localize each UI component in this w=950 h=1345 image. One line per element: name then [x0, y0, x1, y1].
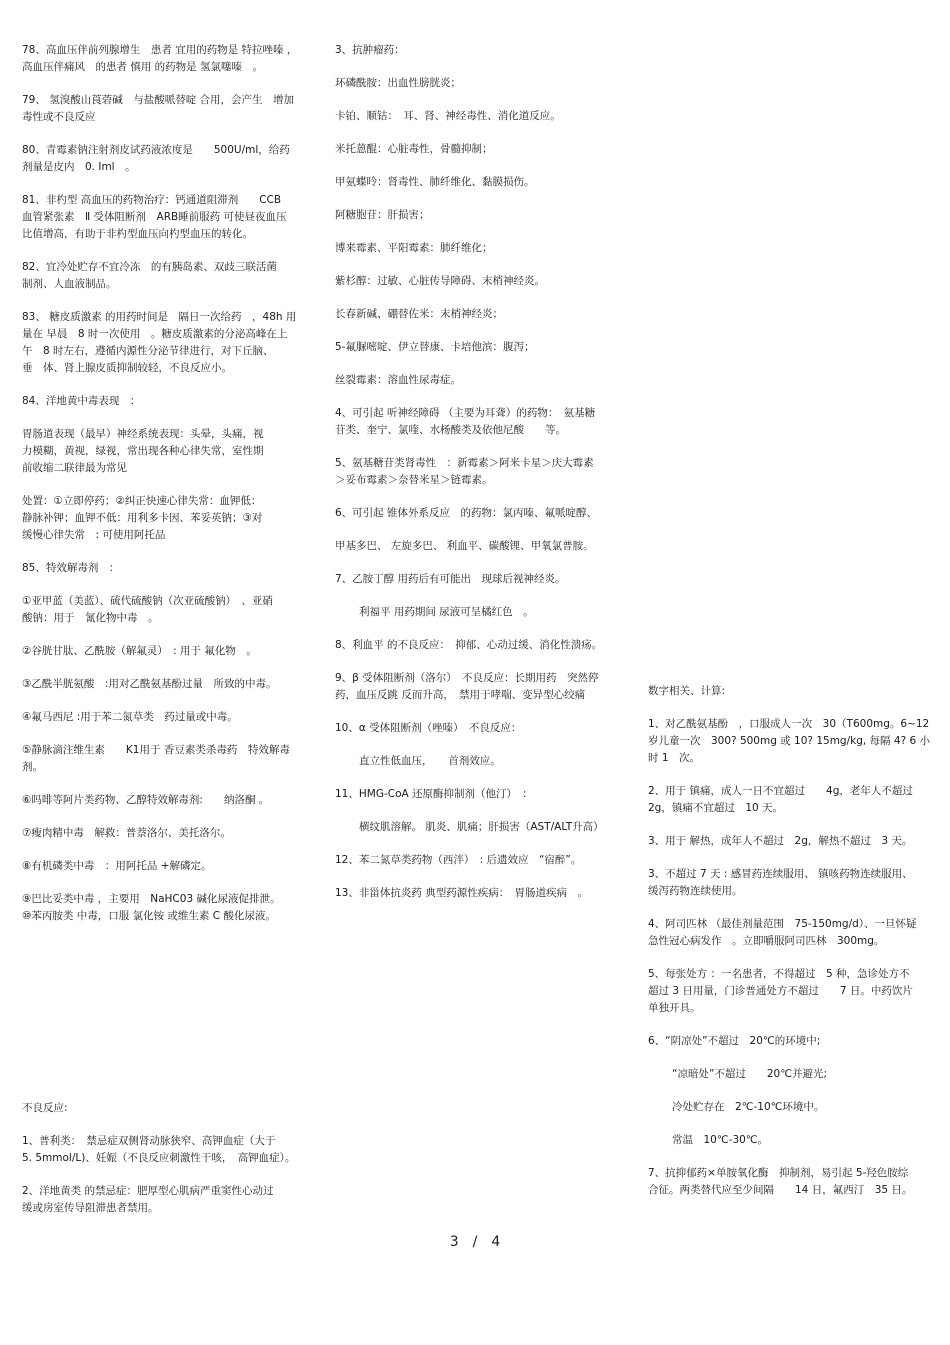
- antitumor-item: 阿糖胞苷：肝损害；: [335, 209, 430, 221]
- antidote-item-7: ⑦瘦肉精中毒 解救：普萘洛尔、美托洛尔。: [22, 827, 231, 839]
- numbers-item-1: 1、对乙酰氨基酚 ，口服成人一次 30（T600mg。6~12 岁儿童一次 300? 500mg 或 10? 15mg/kg, 每隔 4? 6 小 时 1 次。: [648, 718, 930, 764]
- antidote-item-1: ①亚甲蓝（美蓝）、硫代硫酸钠（次亚硫酸钠） 、亚硝 酸钠：用于 氰化物中毒 。: [22, 595, 273, 624]
- antidote-item-3: ③乙酰半胱氨酸 :用对乙酰氨基酚过量 所致的中毒。: [22, 678, 277, 690]
- paragraph-84-treatment: 处置：①立即停药；②纠正快速心律失常：血钾低： 静脉补钾；血钾不低：用利多卡因、苯妥英钠；③对 缓慢心律失常 : 可使用阿托品: [22, 495, 263, 541]
- antitumor-heading: 3、抗肿瘤药：: [335, 44, 405, 56]
- antidote-item-2: ②谷胱甘肽、乙酰胺（解氟灵） : 用于 氟化物 。: [22, 645, 257, 657]
- antidote-item-6: ⑥吗啡等阿片类药物、乙醇特效解毒剂: 纳洛酮 。: [22, 794, 270, 806]
- paragraph-84-symptoms: 胃肠道表现（最早）神经系统表现：头晕，头痛，视 力模糊，黄视，绿视，常出现各种心律失常，室性期 前收缩二联律最为常见: [22, 428, 264, 474]
- paragraph-12: 12、苯二氮草类药物（西泮） : 后遗效应 “宿醉”。: [335, 854, 582, 866]
- paragraph-11-effects: 横纹肌溶解。 肌炎、肌痛；肝损害（AST/ALT升高）: [359, 821, 604, 833]
- numbers-item-5: 5、每张处方 ：一名患者，不得超过 5 种，急诊处方不 超过 3 日用量，门诊普通处方不超过 7 日。中药饮片 单独开具。: [648, 968, 913, 1014]
- paragraph-10-effects: 直立性低血压， 首剂效应。: [359, 755, 501, 767]
- antitumor-item: 环磷酰胺：出血性膀胱炎；: [335, 77, 461, 89]
- paragraph-10: 10、α 受体阻断剂（唑嗪） 不良反应：: [335, 722, 522, 734]
- adverse-reactions-section: [22, 1100, 304, 1233]
- page-number: 3 / 4: [449, 1234, 501, 1250]
- paragraph-79: 79、 氢溴酸山莨菪碱 与盐酸哌替啶 合用，会产生 增加 毒性或不良反应: [22, 94, 295, 123]
- paragraph-6: 6、可引起 锥体外系反应 的药物：氯丙嗪、氟哌啶醇、: [335, 507, 598, 519]
- antitumor-item: 长春新碱、硼替佐米：末梢神经炎；: [335, 308, 503, 320]
- paragraph-85-heading: 85、特效解毒剂 ：: [22, 562, 120, 574]
- paragraph-6-drugs: 甲基多巴、 左旋多巴、 利血平、碳酸锂、甲氧氯普胺。: [335, 540, 594, 552]
- antidote-item-9-10: ⑨巴比妥类中毒 ，主要用 NaHC03 碱化尿液促排泄。 ⑩苯丙胺类 中毒，口服 氯化铵 或维生素 C 酸化尿液。: [22, 893, 281, 922]
- paragraph-7: 7、乙胺丁醇 用药后有可能出 现球后视神经炎。: [335, 573, 566, 585]
- paragraph-11: 11、HMG-CoA 还原酶抑制剂（他汀） ：: [335, 788, 533, 800]
- paragraph-84-heading: 84、洋地黄中毒表现 ：: [22, 395, 141, 407]
- numbers-heading: 数字相关、计算:: [648, 685, 726, 697]
- antidote-item-4: ④氟马西尼 :用于苯二氮草类 药过量或中毒。: [22, 711, 238, 723]
- numbers-item-6-room: 常温 10℃-30℃。: [672, 1134, 769, 1146]
- paragraph-5: 5、氨基糖苷类肾毒性 ：新霉素＞阿米卡星＞庆大霉素 ＞妥布霉素＞奈替米星＞链霉素。: [335, 457, 594, 486]
- numbers-item-6-cold: 冷处贮存在 2℃-10℃环境中。: [672, 1101, 825, 1113]
- numbers-item-2: 2、用于 镇痛，成人一日不宜超过 4g，老年人不超过 2g，镇痛不宜超过 10 天。: [648, 785, 913, 814]
- antitumor-item: 卡铂、顺钴： 耳、肾、神经毒性、消化道反应。: [335, 110, 561, 122]
- numbers-item-3a: 3、用于 解热，成年人不超过 2g，解热不超过 3 天。: [648, 835, 913, 847]
- column-right: [648, 683, 930, 1215]
- paragraph-83: 83、 糖皮质激素 的用药时间是 隔日一次给药 ，48h 用 量在 早晨 8 时一次使用 。糖皮质激素的分泌高峰在上 午 8 时左右，遵循内源性分泌节律进行，对下丘脑、 垂 体、肾上腺皮质抑制较轻，不良反应小。: [22, 311, 297, 374]
- adverse-item-2: 2、洋地黄类 的禁忌症：肥厚型心肌病严重窦性心动过 缓或房室传导阻滞患者禁用。: [22, 1185, 274, 1214]
- paragraph-82: 82、宜冷处贮存不宜冷冻 的有胰岛素、双歧三联活菌 制剂、人血液制品。: [22, 261, 277, 290]
- numbers-item-4: 4、阿司匹林 （最佳剂量范围 75-150mg/d）、一旦怀疑 急性冠心病发作 。立即嚼服阿司匹林 300mg。: [648, 918, 917, 947]
- paragraph-7-rifampicin: 利福平 用药期间 尿液可呈橘红色 。: [359, 606, 534, 618]
- antitumor-item: 5-氟脲嘧啶、伊立替康、卡培他滨：腹泻；: [335, 341, 535, 353]
- antitumor-item: 丝裂霉素：溶血性尿毒症。: [335, 374, 461, 386]
- antitumor-item: 米托蒽醌：心脏毒性，骨髓抑制；: [335, 143, 493, 155]
- numbers-item-7: 7、抗抑郁药×单胺氧化酶 抑制剂，易引起 5-羟色胺综 合征。两类替代应至少间隔 14 日，氟西汀 35 日。: [648, 1167, 913, 1196]
- antitumor-item: 甲氨蝶呤：肾毒性、肺纤维化、黏膜损伤。: [335, 176, 535, 188]
- paragraph-13: 13、非甾体抗炎药 典型药源性疾病： 胃肠道疾病 。: [335, 887, 588, 899]
- antidote-item-5: ⑤静脉滴注维生素 K1用于 香豆素类杀毒药 特效解毒 剂。: [22, 744, 290, 773]
- paragraph-4: 4、可引起 听神经障碍 （主要为耳聋）的药物： 氨基糖 苷类、奎宁、氯喹、水杨酸类及依他尼酸 等。: [335, 407, 596, 436]
- paragraph-80: 80、青霉素钠注射剂皮试药液浓度是 500U/ml，给药 剂量是皮内 0. Iml 。: [22, 144, 290, 173]
- paragraph-8: 8、利血平 的不良反应： 抑郁、心动过缓、消化性溃疡。: [335, 639, 603, 651]
- section-title: 不良反应:: [22, 1102, 68, 1114]
- paragraph-81: 81、非杓型 高血压的药物治疗：钙通道阻滞剂 CCB 血管紧张素 Ⅱ 受体阻断剂 ARB睡前服药 可使昼夜血压 比值增高，有助于非杓型血压向杓型血压的转化。: [22, 194, 287, 240]
- adverse-item-1: 1、普利类： 禁忌症双侧肾动脉狭窄、高钾血症（大于 5. 5mmol/L)、妊娠（不良反应刺激性干咳， 高钾血症）。: [22, 1135, 296, 1164]
- numbers-item-3b: 3、不超过 7 天 : 感冒药连续服用、 镇咳药物连续服用、 缓泻药物连续使用。: [648, 868, 913, 897]
- paragraph-9: 9、β 受体阻断剂（洛尔） 不良反应：长期用药 突然停 药，血压反跳 反而升高， 禁用于哮喘、变异型心绞痛: [335, 672, 599, 701]
- numbers-item-6: 6、“阴凉处”不超过 20℃的环境中;: [648, 1035, 821, 1047]
- column-left: [22, 42, 304, 941]
- column-middle: [335, 42, 615, 918]
- antitumor-item: 紫杉醇：过敏、心脏传导障碍、末梢神经炎。: [335, 275, 545, 287]
- numbers-item-6-cool-dark: “凉暗处”不超过 20℃并避光;: [672, 1068, 828, 1080]
- antitumor-item: 博来霉素、平阳霉素：肺纤维化；: [335, 242, 493, 254]
- antidote-item-8: ⑧有机磷类中毒 ：用阿托品 +解磷定。: [22, 860, 212, 872]
- paragraph-78: 78、高血压伴前列腺增生 患者 宜用的药物是 特拉唑嗪 ， 高血压伴痛风 的患者 慎用 的药物是 氢氯噻嗪 。: [22, 44, 298, 73]
